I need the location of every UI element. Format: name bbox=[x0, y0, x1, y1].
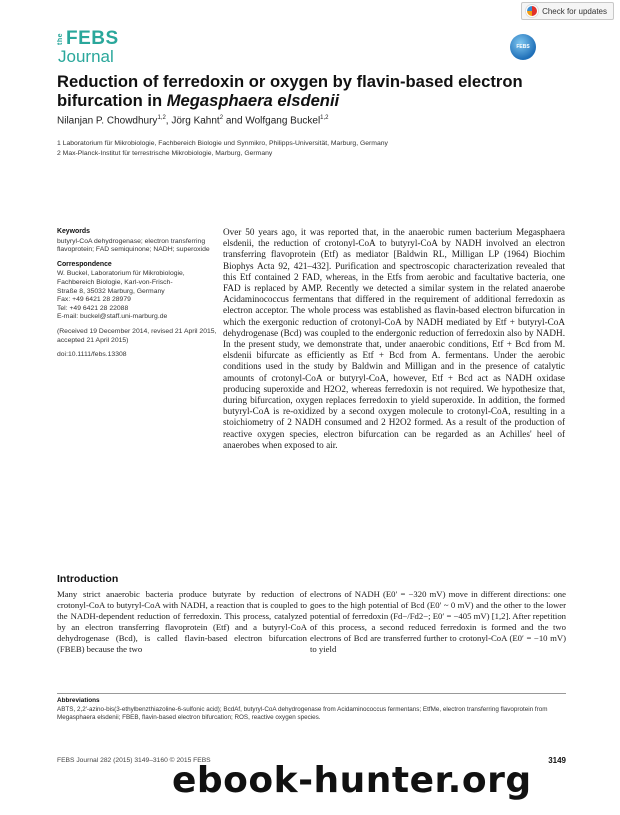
keywords-block bbox=[57, 228, 217, 255]
article-title bbox=[57, 72, 577, 110]
introduction-right-column: electrons of NADH (E0′ = −320 mV) move in different directions: one goes to the high potential of Bcd (E0′ ~ 0 mV) and the other to the lower potential of ferredoxin (Fd−/Fd2−; E0′ = −405 mV) [1,2]. After repetition of this process, a second reduced ferredoxin is formed and the two electrons of Bcd are transferred further to crotonyl-CoA (E0′ = −10 mV) to yield bbox=[310, 589, 567, 654]
logo-the: the bbox=[57, 33, 64, 45]
affiliation-1: 1 Laboratorium für Mikrobiologie, Fachbereich Biologie und Synmikro, Philipps-Universität, Marburg, Germany bbox=[57, 140, 388, 147]
author-name: Nilanjan P. Chowdhury bbox=[57, 115, 158, 127]
title-line-2-prefix: bifurcation in bbox=[57, 91, 167, 110]
received-block bbox=[57, 328, 217, 345]
watermark: ebook-hunter.org bbox=[172, 760, 532, 801]
keywords-heading: Keywords bbox=[57, 228, 90, 235]
article-info-sidebar bbox=[57, 228, 217, 366]
check-for-updates-button[interactable] bbox=[521, 2, 614, 20]
journal-logo bbox=[57, 30, 117, 70]
title-line-1: Reduction of ferredoxin or oxygen by flavin-based electron bbox=[57, 72, 523, 91]
author-affiliation-sup: 2 bbox=[219, 115, 224, 121]
abbreviations-text: ABTS, 2,2′-azino-bis(3-ethylbenzthiazoline-6-sulfonic acid); BcdAf, butyryl-CoA dehydrogenase from Acidaminococcus fermentans; EtfMe, electron transferring flavoprotein from Megasphaera elsdenii; FBEB, flavin-based electron bifurcation; ROS, reactive oxygen species. bbox=[57, 706, 548, 722]
correspondence-line: W. Buckel, Laboratorium für Mikrobiologie, bbox=[57, 270, 185, 278]
doi-link[interactable]: doi:10.1111/febs.13308 bbox=[57, 351, 127, 359]
correspondence-line: Straße 8, 35032 Marburg, Germany bbox=[57, 287, 165, 295]
abstract: Over 50 years ago, it was reported that, in the anaerobic rumen bacterium Megasphaera elsdenii, the reduction of crotonyl-CoA to butyryl-CoA by NADH involved an electron transferring flavoprotein (Etf) as mediator [Baldwin RL, Milligan LP (1964) Biochim Biophys Acta 92, 421–432]. Purification and spectroscopic characterization revealed that this Etf contained 2 FAD, whereas, in the Etfs from aerobic and facultative bacteria, one FAD is replaced by AMP. Recently we detected a similar system in the related anaerobe Acidaminococcus fermentans that differed in the requirement of additional ferredoxin as electron acceptor. The whole process was established as flavin-based electron bifurcation in which the exergonic reduction of crotonyl-CoA by NADH mediated by Etf + butyryl-CoA dehydrogenase (Bcd) was coupled to the endergonic reduction of ferredoxin also by NADH. In the present study, we demonstrate that, under anaerobic conditions, Etf + Bcd from M. elsdenii bifurcate as efficiently as Etf + Bcd from A. fermentans. Under the aerobic conditions used in the study by Baldwin and Milligan and in the presence of catalytic amounts of crotonyl-CoA or butyryl-CoA, however, Etf + Bcd act as NADH oxidase producing superoxide and H2O2, whereas ferredoxin is not required. We hypothesize that, during bifurcation, oxygen replaces ferredoxin to yield superoxide. In addition, the formed butyryl-CoA is re-oxidized by a second oxygen molecule to crotonyl-CoA, resulting in a stoichiometry of 2 NADH consumed and 2 H2O2 formed. As a result of the production of reactive oxygen species, electron bifurcation can be regarded as an Achilles' heel of anaerobes when exposed to air. bbox=[223, 227, 565, 450]
footer-citation: FEBS Journal 282 (2015) 3149–3160 © 2015 FEBS bbox=[57, 757, 211, 764]
correspondence-tel: Tel: +49 6421 28 22088 bbox=[57, 304, 129, 312]
correspondence-block bbox=[57, 261, 217, 322]
correspondence-fax: Fax: +49 6421 28 28979 bbox=[57, 296, 131, 304]
correspondence-email[interactable]: E-mail: buckel@staff.uni-marburg.de bbox=[57, 313, 168, 321]
received-dates: (Received 19 December 2014, revised 21 April 2015, accepted 21 April 2015) bbox=[57, 327, 217, 344]
author-list bbox=[57, 115, 329, 126]
author-separator: and bbox=[223, 115, 246, 127]
keywords-text: butyryl-CoA dehydrogenase; electron transferring flavoprotein; FAD semiquinone; NADH; superoxide bbox=[57, 237, 210, 254]
febs-globe-icon bbox=[510, 34, 536, 60]
abbreviations-block bbox=[57, 697, 566, 723]
febs-badge-label: FEBS bbox=[516, 44, 530, 50]
abbreviations-divider bbox=[57, 693, 566, 694]
author-name: Wolfgang Buckel bbox=[245, 115, 321, 127]
correspondence-heading: Correspondence bbox=[57, 260, 112, 268]
author-affiliation-sup: 1,2 bbox=[157, 115, 166, 121]
correspondence-line: Fachbereich Biologie, Karl-von-Frisch- bbox=[57, 278, 173, 286]
author-affiliation-sup: 1,2 bbox=[320, 115, 329, 121]
logo-febs: FEBS bbox=[66, 28, 119, 49]
page-number: 3149 bbox=[548, 756, 566, 765]
introduction-left-column: Many strict anaerobic bacteria produce butyrate by reduction of crotonyl-CoA to butyryl-CoA with NADH, a reaction that is coupled to the NADH-dependent reduction of ferredoxin. This process, catalyzed by an electron transferring flavoprotein (Etf) and a butyryl-CoA dehydrogenase (Bcd), is called flavin-based electron bifurcation (FBEB) because the two bbox=[57, 589, 307, 654]
author-name: Jörg Kahnt bbox=[171, 115, 220, 127]
author-separator: , bbox=[165, 115, 172, 127]
doi-block bbox=[57, 351, 217, 360]
crossmark-icon bbox=[526, 5, 538, 17]
check-for-updates-label: Check for updates bbox=[542, 6, 607, 16]
introduction-heading: Introduction bbox=[57, 573, 119, 585]
logo-journal: Journal bbox=[58, 47, 114, 66]
affiliation-2: 2 Max-Planck-Institut für terrestrische Mikrobiologie, Marburg, Germany bbox=[57, 150, 273, 157]
title-species: Megasphaera elsdenii bbox=[166, 91, 340, 110]
abbreviations-heading: Abbreviations bbox=[57, 697, 100, 704]
